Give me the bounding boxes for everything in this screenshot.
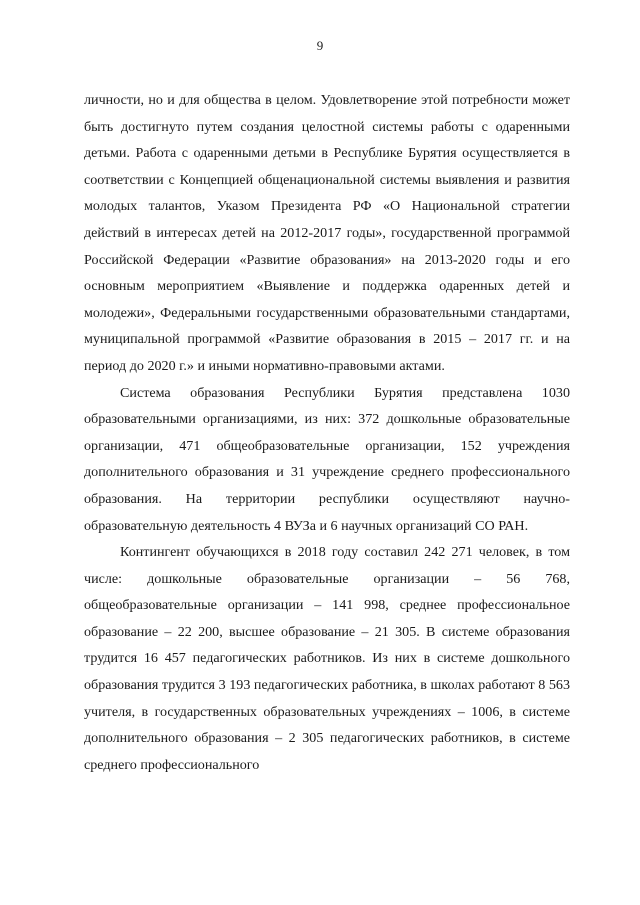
paragraph-continuation: личности, но и для общества в целом. Удовлетворение этой потребности может быть достигнуто путем создания целостной системы работы с одаренными детьми. Работа с одаренными детьми в Республике Бурятия осуществляется в соответствии с Концепцией общенациональной системы выявления и развития молодых талантов, Указом Президента РФ «О Национальной стратегии действий в интересах детей на 2012-2017 годы», государственной программой Российской Федерации «Развитие образования» на 2013-2020 годы и его основным мероприятием «Выявление и поддержка одаренных детей и молодежи», Федеральными государственными образовательными стандартами, муниципальной программой «Развитие образования в 2015 – 2017 гг. и на период до 2020 г.» и иными нормативно-правовыми актами. [84,92,570,374]
document-body [84,87,570,778]
paragraph-education-system: Система образования Республики Бурятия представлена 1030 образовательными организациями, из них: 372 дошкольные образовательные организации, 471 общеобразовательные организации, 152 учреждения дополнительного образования и 31 учреждение среднего профессионального образования. На территории республики осуществляют научно-образовательную деятельность 4 ВУЗа и 6 научных организаций СО РАН. [84,384,570,534]
paragraph-student-contingent: Контингент обучающихся в 2018 году составил 242 271 человек, в том числе: дошкольные образовательные организации – 56 768, общеобразовательные организации – 141 998, среднее профессиональное образование – 22 200, высшее образование – 21 305. В системе образования трудится 16 457 педагогических работников. Из них в системе дошкольного образования трудится 3 193 педагогических работника, в школах работают 8 563 учителя, в государственных образовательных учреждениях – 1006, в системе дополнительного образования – 2 305 педагогических работников, в системе среднего профессионального [84,544,570,773]
page-number: 9 [316,38,324,53]
